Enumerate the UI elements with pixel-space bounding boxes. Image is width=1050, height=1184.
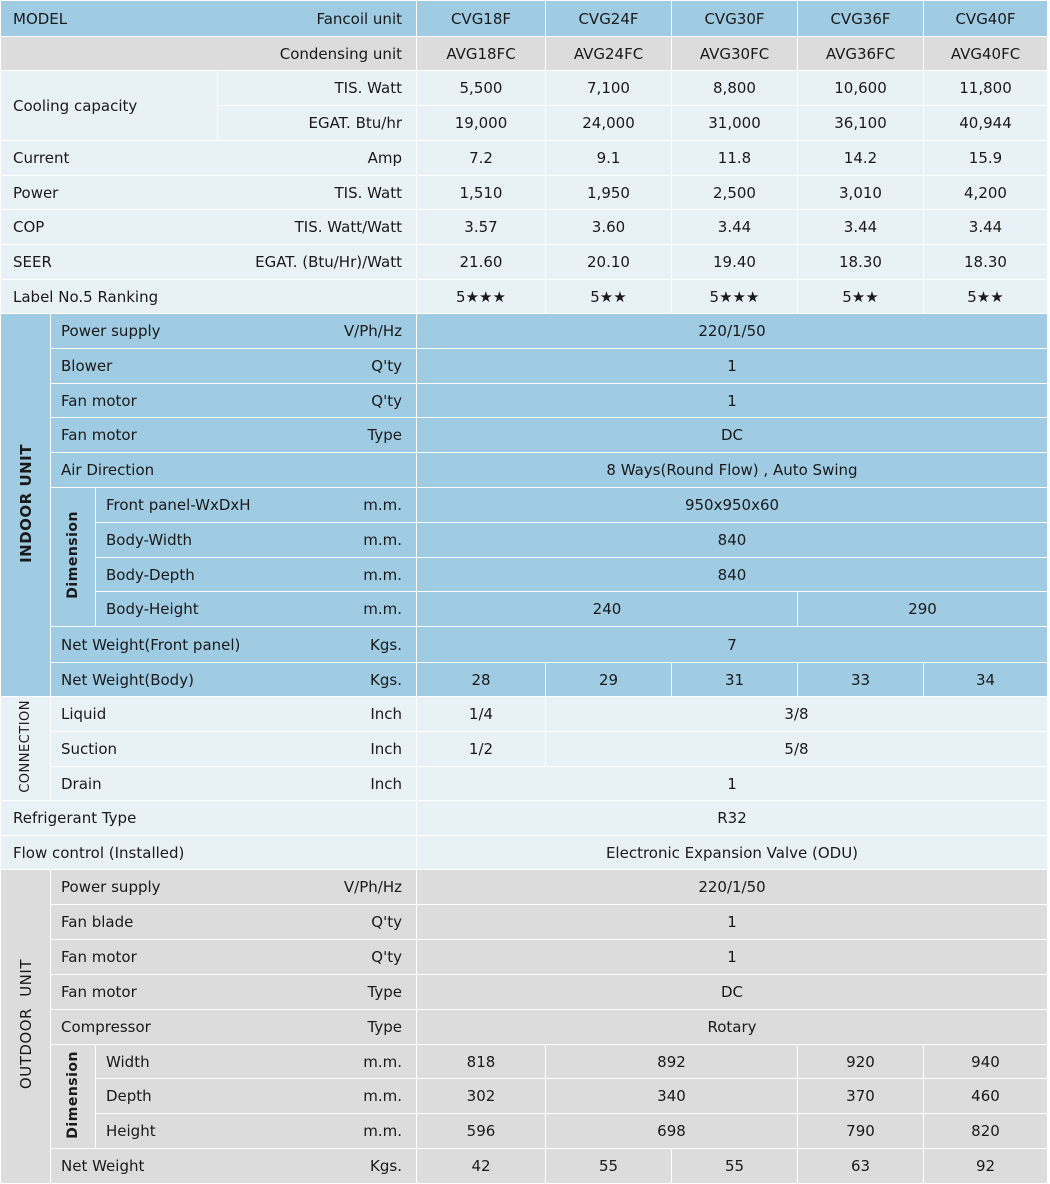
indoor-blower-row bbox=[1, 349, 1048, 384]
cooling-capacity-label: Cooling capacity bbox=[1, 71, 218, 141]
row-unit: EGAT. (Btu/Hr)/Watt bbox=[255, 253, 402, 271]
value-cell: 31 bbox=[672, 663, 798, 697]
rating-cell: 5★★ bbox=[546, 280, 672, 314]
cop-row bbox=[1, 210, 1048, 245]
value-cell: Rotary bbox=[417, 1010, 1048, 1045]
outdoor-dimension-label: Dimension bbox=[65, 1050, 81, 1139]
value-cell: 5/8 bbox=[546, 732, 1048, 767]
row-label: Body-Depth bbox=[106, 565, 195, 584]
row-unit: Type bbox=[367, 983, 402, 1001]
row-unit: Kgs. bbox=[370, 1157, 402, 1175]
row-label: Fan motor bbox=[61, 391, 137, 410]
row-label: Flow control (Installed) bbox=[13, 843, 185, 862]
seer-row bbox=[1, 245, 1048, 280]
value-cell: 220/1/50 bbox=[417, 314, 1048, 349]
row-unit: Inch bbox=[370, 740, 402, 758]
indoor-body-width-row bbox=[1, 523, 1048, 558]
connection-liquid-row bbox=[1, 697, 1048, 732]
value-cell: 840 bbox=[417, 523, 1048, 558]
outdoor-depth-row bbox=[1, 1079, 1048, 1114]
outdoor-fan-motor-qty-row bbox=[1, 940, 1048, 975]
indoor-dimension-label: Dimension bbox=[65, 511, 81, 599]
connection-suction-row bbox=[1, 732, 1048, 767]
row-unit: Kgs. bbox=[370, 635, 402, 654]
value-cell: 40,944 bbox=[924, 106, 1048, 141]
value-cell: 8 Ways(Round Flow) , Auto Swing bbox=[417, 453, 1048, 488]
condensing-model-cell: AVG40FC bbox=[924, 37, 1048, 71]
indoor-net-weight-front-row bbox=[1, 627, 1048, 663]
row-label: Power bbox=[13, 183, 59, 202]
value-cell: 34 bbox=[924, 663, 1048, 697]
row-label: Front panel-WxDxH bbox=[106, 496, 251, 514]
row-unit: TIS. Watt/Watt bbox=[294, 218, 402, 236]
row-label: Label No.5 Ranking bbox=[13, 287, 159, 306]
value-cell: 11.8 bbox=[672, 141, 798, 176]
value-cell: 3,010 bbox=[798, 176, 924, 210]
value-cell: 3.60 bbox=[546, 210, 672, 245]
label5-row bbox=[1, 280, 1048, 314]
row-label: Air Direction bbox=[61, 461, 155, 479]
value-cell: 42 bbox=[417, 1149, 546, 1184]
value-cell: 3.44 bbox=[798, 210, 924, 245]
current-row bbox=[1, 141, 1048, 176]
value-cell: 790 bbox=[798, 1114, 924, 1149]
value-cell: 3.57 bbox=[417, 210, 546, 245]
value-cell: 15.9 bbox=[924, 141, 1048, 176]
value-cell: 1/4 bbox=[417, 697, 546, 732]
row-label: Net Weight(Body) bbox=[61, 670, 194, 689]
outdoor-compressor-row bbox=[1, 1010, 1048, 1045]
rating-cell: 5★★★ bbox=[417, 280, 546, 314]
fancoil-model-cell: CVG24F bbox=[546, 1, 672, 37]
value-cell: 920 bbox=[798, 1045, 924, 1079]
value-cell: 19,000 bbox=[417, 106, 546, 141]
value-cell: 55 bbox=[672, 1149, 798, 1184]
row-label: Blower bbox=[61, 357, 113, 375]
row-label: Fan motor bbox=[61, 948, 137, 966]
value-cell: 818 bbox=[417, 1045, 546, 1079]
value-cell: 1 bbox=[417, 940, 1048, 975]
row-label: Drain bbox=[61, 774, 102, 793]
row-unit: Kgs. bbox=[370, 670, 402, 689]
header-row-fancoil bbox=[1, 1, 1048, 37]
value-cell: 370 bbox=[798, 1079, 924, 1114]
indoor-front-panel-row bbox=[1, 488, 1048, 523]
row-unit: Q'ty bbox=[371, 391, 402, 410]
value-cell: Electronic Expansion Valve (ODU) bbox=[417, 836, 1048, 870]
value-cell: 1 bbox=[417, 384, 1048, 418]
value-cell: 840 bbox=[417, 558, 1048, 592]
value-cell: 92 bbox=[924, 1149, 1048, 1184]
fancoil-model-cell: CVG18F bbox=[417, 1, 546, 37]
indoor-net-weight-body-row bbox=[1, 663, 1048, 697]
row-label: Refrigerant Type bbox=[13, 809, 137, 827]
row-label: Width bbox=[106, 1052, 150, 1071]
value-cell: 940 bbox=[924, 1045, 1048, 1079]
condensing-model-cell: AVG36FC bbox=[798, 37, 924, 71]
row-unit: Q'ty bbox=[371, 357, 402, 375]
value-cell: 36,100 bbox=[798, 106, 924, 141]
row-unit: m.m. bbox=[363, 1052, 402, 1071]
row-label: Power supply bbox=[61, 322, 161, 340]
indoor-body-height-row bbox=[1, 592, 1048, 627]
flow-control-row bbox=[1, 836, 1048, 870]
value-cell: 28 bbox=[417, 663, 546, 697]
row-label: Compressor bbox=[61, 1018, 151, 1036]
value-cell: 14.2 bbox=[798, 141, 924, 176]
row-unit: Inch bbox=[370, 774, 402, 793]
row-label: SEER bbox=[13, 253, 52, 271]
cooling-tis-unit: TIS. Watt bbox=[334, 79, 402, 97]
outdoor-unit-section-label: OUTDOOR UNIT bbox=[16, 959, 35, 1090]
value-cell: 2,500 bbox=[672, 176, 798, 210]
header-row-condensing bbox=[1, 37, 1048, 71]
condensing-model-cell: AVG18FC bbox=[417, 37, 546, 71]
cooling-tis-row bbox=[1, 71, 1048, 106]
outdoor-fan-blade-row bbox=[1, 905, 1048, 940]
row-unit: Inch bbox=[370, 705, 402, 723]
value-cell: 302 bbox=[417, 1079, 546, 1114]
indoor-air-direction-row bbox=[1, 453, 1048, 488]
value-cell: 240 bbox=[417, 592, 798, 627]
value-cell: 596 bbox=[417, 1114, 546, 1149]
row-unit: m.m. bbox=[363, 531, 402, 549]
value-cell: 21.60 bbox=[417, 245, 546, 280]
value-cell: 1 bbox=[417, 349, 1048, 384]
outdoor-power-supply-row bbox=[1, 870, 1048, 905]
rating-cell: 5★★ bbox=[798, 280, 924, 314]
fancoil-label: Fancoil unit bbox=[316, 9, 402, 28]
value-cell: 3.44 bbox=[924, 210, 1048, 245]
row-label: Suction bbox=[61, 740, 118, 758]
value-cell: 698 bbox=[546, 1114, 798, 1149]
power-row bbox=[1, 176, 1048, 210]
value-cell: DC bbox=[417, 975, 1048, 1010]
indoor-unit-section-label: INDOOR UNIT bbox=[16, 443, 35, 563]
row-unit: m.m. bbox=[363, 496, 402, 514]
row-unit: Type bbox=[367, 1018, 402, 1036]
condensing-model-cell: AVG30FC bbox=[672, 37, 798, 71]
row-label: Body-Width bbox=[106, 531, 192, 549]
row-label: Power supply bbox=[61, 878, 161, 896]
value-cell: 7 bbox=[417, 627, 1048, 663]
value-cell: 460 bbox=[924, 1079, 1048, 1114]
value-cell: 55 bbox=[546, 1149, 672, 1184]
row-unit: Amp bbox=[367, 149, 402, 167]
row-unit: m.m. bbox=[363, 1122, 402, 1140]
value-cell: 220/1/50 bbox=[417, 870, 1048, 905]
model-label: MODEL bbox=[13, 9, 68, 28]
fancoil-model-cell: CVG30F bbox=[672, 1, 798, 37]
value-cell: 24,000 bbox=[546, 106, 672, 141]
indoor-power-supply-row bbox=[1, 314, 1048, 349]
value-cell: 18.30 bbox=[798, 245, 924, 280]
value-cell: 4,200 bbox=[924, 176, 1048, 210]
condensing-label: Condensing unit bbox=[279, 44, 402, 63]
value-cell: DC bbox=[417, 418, 1048, 453]
outdoor-height-row bbox=[1, 1114, 1048, 1149]
connection-drain-row bbox=[1, 767, 1048, 801]
value-cell: 3/8 bbox=[546, 697, 1048, 732]
row-unit: m.m. bbox=[363, 565, 402, 584]
indoor-fan-motor-qty-row bbox=[1, 384, 1048, 418]
value-cell: 18.30 bbox=[924, 245, 1048, 280]
cooling-egat-unit: EGAT. Btu/hr bbox=[308, 114, 402, 132]
value-cell: 29 bbox=[546, 663, 672, 697]
row-unit: V/Ph/Hz bbox=[343, 878, 402, 896]
value-cell: 8,800 bbox=[672, 71, 798, 106]
value-cell: 290 bbox=[798, 592, 1048, 627]
row-label: Net Weight(Front panel) bbox=[61, 635, 241, 654]
value-cell: 1,510 bbox=[417, 176, 546, 210]
row-label: Depth bbox=[106, 1087, 152, 1105]
indoor-body-depth-row bbox=[1, 558, 1048, 592]
value-cell: R32 bbox=[417, 801, 1048, 836]
row-label: Liquid bbox=[61, 705, 107, 723]
value-cell: 1/2 bbox=[417, 732, 546, 767]
row-label: Height bbox=[106, 1122, 156, 1140]
value-cell: 950x950x60 bbox=[417, 488, 1048, 523]
outdoor-fan-motor-type-row bbox=[1, 975, 1048, 1010]
value-cell: 19.40 bbox=[672, 245, 798, 280]
outdoor-net-weight-row bbox=[1, 1149, 1048, 1184]
fancoil-model-cell: CVG40F bbox=[924, 1, 1048, 37]
value-cell: 33 bbox=[798, 663, 924, 697]
row-unit: V/Ph/Hz bbox=[343, 322, 402, 340]
header-label bbox=[1, 10, 416, 28]
outdoor-width-row bbox=[1, 1045, 1048, 1079]
row-unit: Type bbox=[367, 426, 402, 444]
row-unit: TIS. Watt bbox=[334, 183, 402, 202]
value-cell: 63 bbox=[798, 1149, 924, 1184]
value-cell: 11,800 bbox=[924, 71, 1048, 106]
value-cell: 1 bbox=[417, 905, 1048, 940]
connection-section-label: CONNECTION bbox=[18, 700, 33, 793]
value-cell: 1 bbox=[417, 767, 1048, 801]
fancoil-model-cell: CVG36F bbox=[798, 1, 924, 37]
value-cell: 7,100 bbox=[546, 71, 672, 106]
value-cell: 10,600 bbox=[798, 71, 924, 106]
value-cell: 340 bbox=[546, 1079, 798, 1114]
row-label: Fan blade bbox=[61, 913, 134, 931]
refrigerant-row bbox=[1, 801, 1048, 836]
value-cell: 820 bbox=[924, 1114, 1048, 1149]
row-label: COP bbox=[13, 218, 45, 236]
row-label: Fan motor bbox=[61, 983, 137, 1001]
value-cell: 892 bbox=[546, 1045, 798, 1079]
value-cell: 31,000 bbox=[672, 106, 798, 141]
value-cell: 7.2 bbox=[417, 141, 546, 176]
row-label: Body-Height bbox=[106, 600, 199, 618]
row-label: Fan motor bbox=[61, 426, 137, 444]
condensing-model-cell: AVG24FC bbox=[546, 37, 672, 71]
indoor-fan-motor-type-row bbox=[1, 418, 1048, 453]
row-label: Current bbox=[13, 149, 70, 167]
value-cell: 3.44 bbox=[672, 210, 798, 245]
value-cell: 9.1 bbox=[546, 141, 672, 176]
row-unit: m.m. bbox=[363, 1087, 402, 1105]
value-cell: 20.10 bbox=[546, 245, 672, 280]
row-unit: Q'ty bbox=[371, 913, 402, 931]
rating-cell: 5★★★ bbox=[672, 280, 798, 314]
row-unit: Q'ty bbox=[371, 948, 402, 966]
value-cell: 5,500 bbox=[417, 71, 546, 106]
value-cell: 1,950 bbox=[546, 176, 672, 210]
rating-cell: 5★★ bbox=[924, 280, 1048, 314]
row-label: Net Weight bbox=[61, 1157, 145, 1175]
row-unit: m.m. bbox=[363, 600, 402, 618]
